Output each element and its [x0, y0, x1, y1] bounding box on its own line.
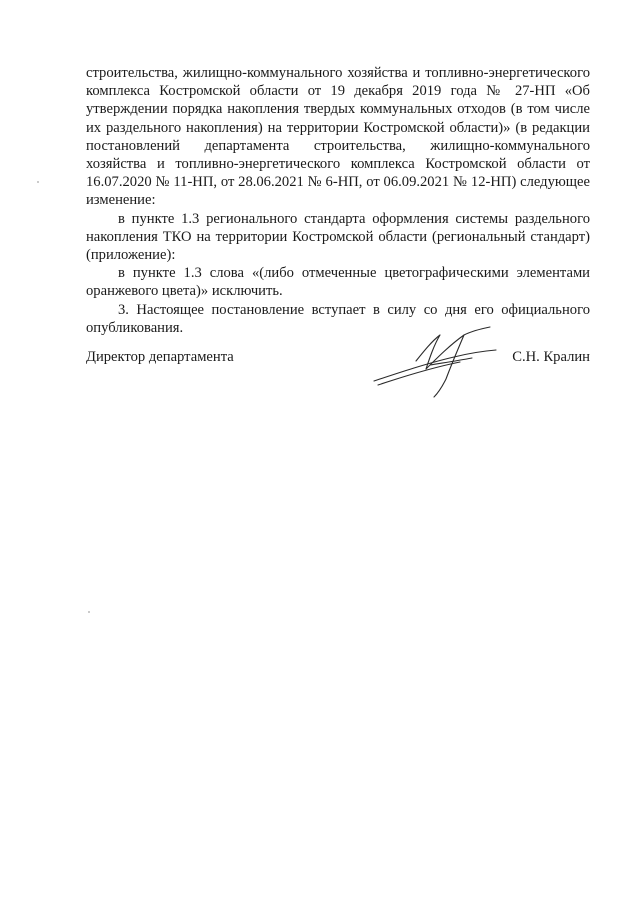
signatory-name: С.Н. Кралин — [512, 349, 590, 365]
handwritten-signature — [368, 321, 518, 401]
document-body — [86, 64, 590, 337]
signatory-title: Директор департамента — [86, 349, 234, 365]
paragraph-amendment-intro: строительства, жилищно-коммунального хозяйства и топливно-энергетического комплекса Костромской области от 19 декабря 2019 года № 27-НП «Об утверждении порядка накопления твердых коммунальных отходов (в том числе их раздельного накопления) на территории Костромской области)» (в редакции постановлений департамента строительства, жилищно-коммунального хозяйства и топливно-энергетического комплекса Костромской области от 16.07.2020 № 11-НП, от 28.06.2021 № 6-НП, от 06.09.2021 № 12-НП) следующее изменение: — [86, 65, 590, 209]
signature-block — [86, 349, 590, 409]
paragraph-words-excluded: в пункте 1.3 слова «(либо отмеченные цветографическими элементами оранжевого цвета)» исключить. — [86, 265, 590, 300]
paragraph-point-1-3: в пункте 1.3 регионального стандарта оформления системы раздельного накопления ТКО на территории Костромской области (региональный стандарт) (приложение): — [86, 210, 590, 264]
paragraph-effective-date: 3. Настоящее постановление вступает в силу со дня его официального опубликования. — [86, 301, 590, 336]
scan-speck — [88, 611, 90, 613]
scan-speck — [37, 181, 39, 183]
